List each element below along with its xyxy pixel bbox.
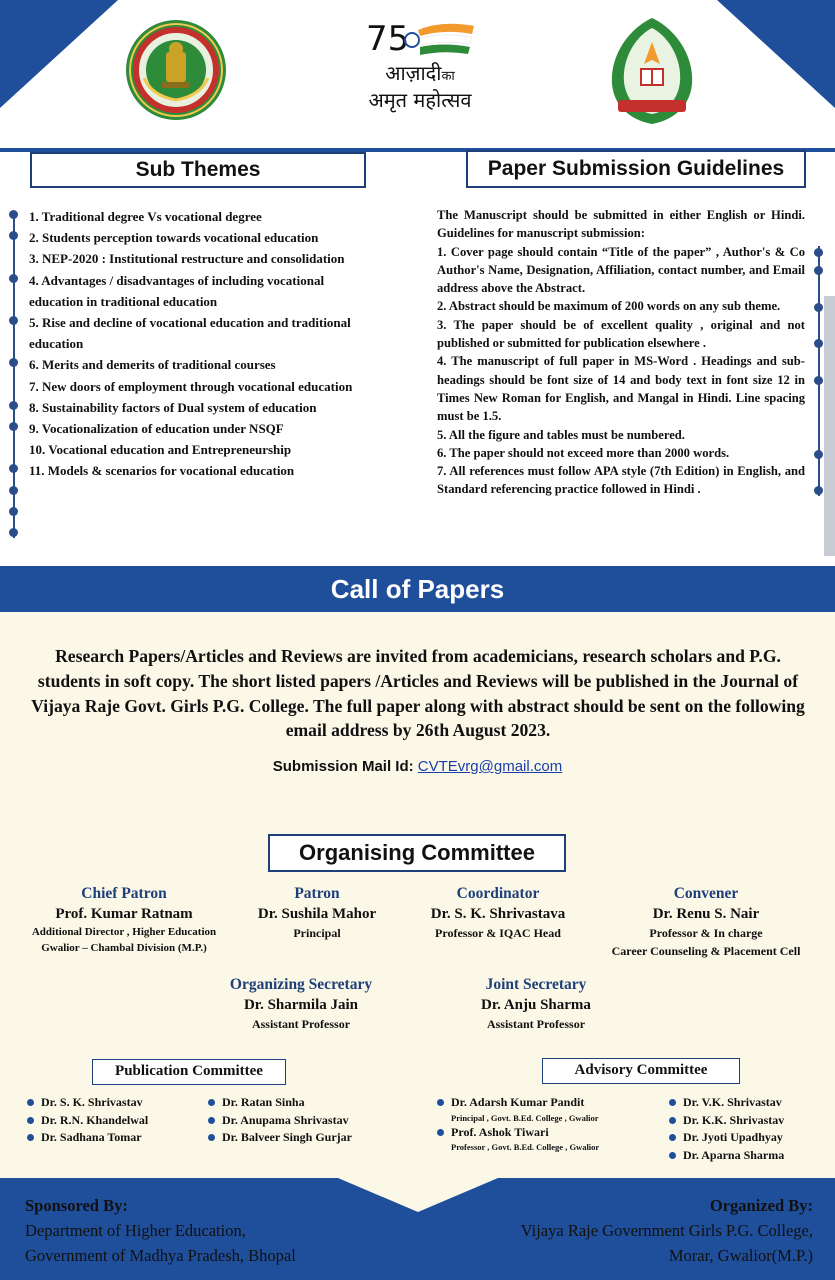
list-item: 4. Advantages / disadvantages of including vocational education in traditional education [29, 272, 325, 309]
bullet-icon [208, 1117, 215, 1124]
list-item: Dr. R.N. Khandelwal [27, 1112, 197, 1130]
list-item: Dr. Aparna Sharma [669, 1147, 819, 1165]
publication-committee-list-2 [208, 1094, 408, 1147]
organizer-line: Vijaya Raje Government Girls P.G. College, [520, 1221, 813, 1240]
guidelines-title: Paper Submission Guidelines [466, 150, 806, 188]
azadi-text: आज़ादी [385, 61, 442, 85]
timeline-dot [9, 464, 18, 473]
list-item: 9. Vocationalization of education under NSQF [29, 421, 284, 437]
logo-75-text: 75 [366, 19, 410, 59]
guideline-item: 7. All references must follow APA style (7th Edition) in English, and Standard referencing practice followed in Hindi . [437, 464, 805, 497]
bullet-icon [669, 1117, 676, 1124]
call-of-papers-text: Research Papers/Articles and Reviews are invited from academicians, research scholars and P.G. students in soft copy. The short listed papers /Articles and Reviews will be published in the Journal of Vijaya Raje Govt. Girls P.G. College. The full paper along with abstract should be sent on the following email address by 26th August 2023. [31, 646, 805, 741]
advisory-committee-title: Advisory Committee [542, 1058, 740, 1084]
corner-triangle-right [717, 0, 835, 108]
list-item: 8. Sustainability factors of Dual system of education [29, 399, 317, 415]
list-item: 7. New doors of employment through vocational education [29, 378, 353, 394]
sponsored-by-label: Sponsored By: [25, 1196, 128, 1215]
call-of-papers-heading: Call of Papers [0, 566, 835, 612]
bullet-icon [208, 1134, 215, 1141]
sub-themes-title: Sub Themes [30, 152, 366, 188]
right-edge-shadow [824, 296, 835, 556]
role-title: Chief Patron [81, 885, 167, 902]
role-title: Organizing Secretary [229, 976, 373, 993]
role-desc: Assistant Professor [486, 1017, 586, 1031]
guideline-item: 3. The paper should be of excellent quality , original and not published or submitted for publication elsewhere . [437, 317, 805, 351]
bullet-icon [208, 1099, 215, 1106]
role-desc: Gwalior – Chambal Division (M.P.) [41, 942, 207, 954]
role-desc: Additional Director , Higher Education [31, 926, 217, 938]
timeline-dot [814, 248, 823, 257]
bullet-icon [437, 1099, 444, 1106]
guideline-item: 6. The paper should not exceed more than 2000 words. [437, 445, 730, 460]
list-item: Dr. Ratan Sinha [208, 1094, 408, 1112]
azadi-ka-amrit-mahotsav-logo [340, 18, 500, 118]
role-name: Dr. Sharmila Jain [243, 997, 359, 1013]
timeline-dot [814, 303, 823, 312]
list-item: 3. NEP-2020 : Institutional restructure and consolidation [29, 251, 345, 267]
list-item: 5. Rise and decline of vocational education and traditional education [29, 315, 351, 352]
amrit-mahotsav-text: अमृत महोत्सव [368, 88, 472, 112]
bullet-icon [669, 1099, 676, 1106]
timeline-dot [814, 450, 823, 459]
role-name: Dr. S. K. Shrivastava [430, 906, 566, 922]
coordinator-block [410, 884, 586, 942]
guidelines-text [437, 206, 805, 499]
list-item: 10. Vocational education and Entrepreneurship [29, 442, 292, 458]
submission-mail [0, 758, 835, 775]
chief-patron-block [8, 884, 240, 956]
timeline-dot [814, 266, 823, 275]
role-desc: Professor & IQAC Head [435, 926, 561, 940]
list-item: 2. Students perception towards vocational education [29, 230, 319, 246]
sub-themes-list [29, 206, 359, 482]
publication-committee-title: Publication Committee [92, 1059, 286, 1085]
sponsor-line: Government of Madhya Pradesh, Bhopal [25, 1246, 296, 1265]
bullet-icon [669, 1134, 676, 1141]
list-item: 11. Models & scenarios for vocational education [29, 463, 295, 479]
timeline-dot [9, 486, 18, 495]
patron-block [240, 884, 394, 942]
guideline-item: 4. The manuscript of full paper in MS-Word . Headings and sub-headings should be font size of 14 and body text in font size 12 in Times New Roman for English, and Mangal in Hindi. Line spacing must be 1.5. [437, 354, 805, 424]
role-name: Dr. Sushila Mahor [257, 906, 377, 922]
timeline-dot [814, 486, 823, 495]
timeline-dot [814, 339, 823, 348]
sponsor-line: Department of Higher Education, [25, 1221, 246, 1240]
list-item: Dr. Jyoti Upadhyay [669, 1129, 819, 1147]
college-emblem-logo [604, 14, 700, 128]
list-item: Dr. Anupama Shrivastav [208, 1112, 408, 1130]
header [0, 0, 835, 150]
organized-by-block [521, 1193, 813, 1268]
bullet-icon [27, 1099, 34, 1106]
organizing-secretary-block [206, 975, 396, 1033]
list-item: Dr. K.K. Shrivastav [669, 1112, 819, 1130]
guideline-item: 1. Cover page should contain “Title of the paper” , Author's & Co Author's Name, Designation, Affiliation, contact number, and Email address above the Abstract. [437, 244, 805, 296]
publication-committee-list-1 [27, 1094, 197, 1147]
bullet-icon [27, 1117, 34, 1124]
list-item: Dr. Balveer Singh Gurjar [208, 1129, 408, 1147]
role-title: Coordinator [456, 885, 540, 902]
role-name: Dr. Anju Sharma [481, 997, 591, 1013]
organizer-line: Morar, Gwalior(M.P.) [668, 1246, 813, 1265]
convener-block [588, 884, 824, 960]
list-item: Prof. Ashok Tiwari Professor , Govt. B.Ed. College , Gwalior [437, 1124, 657, 1154]
bullet-icon [437, 1129, 444, 1136]
footer-wedge [338, 1178, 498, 1212]
role-desc: Principal [293, 926, 341, 940]
role-name: Dr. Renu S. Nair [652, 906, 760, 922]
azadi-ka-text: का [441, 69, 455, 84]
guidelines-intro: The Manuscript should be submitted in either English or Hindi. Guidelines for manuscript submission: [437, 208, 805, 241]
bullet-icon [669, 1152, 676, 1159]
list-item: 6. Merits and demerits of traditional courses [29, 357, 276, 373]
role-title: Joint Secretary [485, 976, 587, 993]
role-desc: Professor & In charge [649, 926, 763, 940]
timeline-dot [9, 358, 18, 367]
timeline-dot [9, 231, 18, 240]
advisory-committee-list-2 [669, 1094, 819, 1164]
timeline-dot [9, 316, 18, 325]
timeline-dot [9, 528, 18, 537]
mail-link[interactable]: CVTEvrg@gmail.com [417, 758, 563, 775]
role-title: Patron [294, 885, 340, 902]
timeline-dot [814, 376, 823, 385]
member-desc: Principal , Govt. B.Ed. College , Gwalior [451, 1112, 599, 1123]
advisory-committee-list-1 [437, 1094, 657, 1153]
timeline-dot [9, 507, 18, 516]
corner-triangle-left [0, 0, 118, 108]
mail-label: Submission Mail Id: [272, 758, 414, 775]
role-name: Prof. Kumar Ratnam [55, 906, 193, 922]
guideline-item: 5. All the figure and tables must be numbered. [437, 427, 685, 442]
role-title: Convener [673, 885, 739, 902]
timeline-dot [9, 422, 18, 431]
organized-by-label: Organized By: [709, 1196, 813, 1215]
role-desc: Assistant Professor [251, 1017, 351, 1031]
timeline-dot [9, 210, 18, 219]
list-item: Dr. Sadhana Tomar [27, 1129, 197, 1147]
member-desc: Professor , Govt. B.Ed. College , Gwalior [451, 1142, 600, 1152]
list-item: Dr. S. K. Shrivastav [27, 1094, 197, 1112]
mp-government-emblem-logo [122, 16, 230, 124]
organising-committee-title: Organising Committee [268, 834, 566, 872]
timeline-dot [9, 274, 18, 283]
sponsored-by-block [25, 1193, 296, 1268]
list-item: 1. Traditional degree Vs vocational degree [29, 209, 262, 224]
list-item: Dr. Adarsh Kumar Pandit Principal , Govt. B.Ed. College , Gwalior [437, 1094, 657, 1124]
guideline-item: 2. Abstract should be maximum of 200 words on any sub theme. [437, 299, 781, 314]
role-desc: Career Counseling & Placement Cell [611, 944, 801, 958]
joint-secretary-block [446, 975, 626, 1033]
bullet-icon [27, 1134, 34, 1141]
timeline-dot [9, 401, 18, 410]
list-item: Dr. V.K. Shrivastav [669, 1094, 819, 1112]
